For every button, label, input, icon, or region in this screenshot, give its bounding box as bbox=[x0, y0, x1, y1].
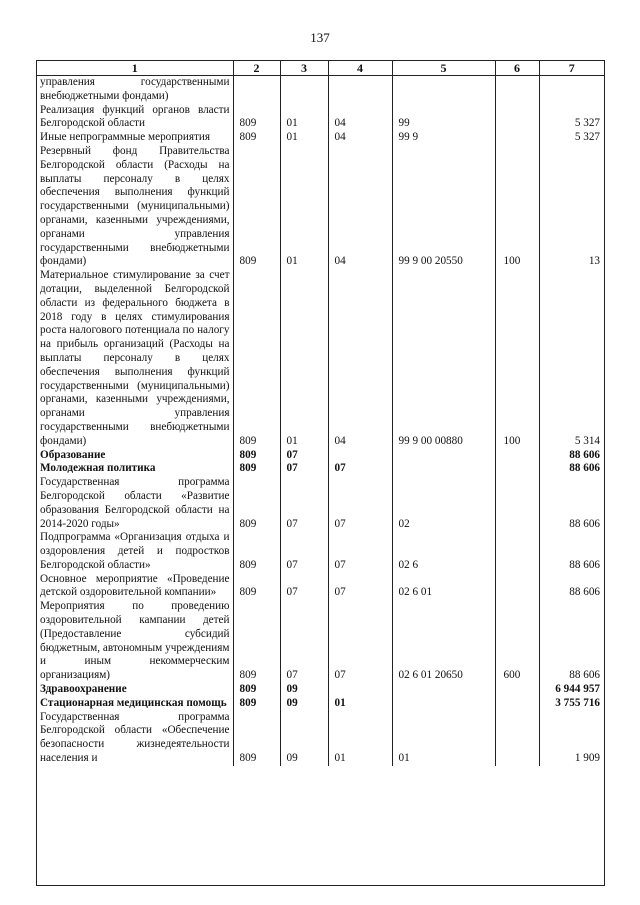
table-row bbox=[37, 711, 604, 766]
row-subsection-code-cell: 04 bbox=[328, 145, 392, 269]
row-ministry-code-cell bbox=[233, 76, 280, 104]
row-section-code-cell: 07 bbox=[280, 600, 328, 683]
row-section-code-cell: 07 bbox=[280, 531, 328, 572]
row-target-article-cell: 99 bbox=[392, 104, 495, 132]
row-amount-cell: 3 755 716 bbox=[555, 696, 600, 709]
column-header: 7 bbox=[539, 61, 604, 76]
row-name-cell: Реализация функций органов власти Белгородской области bbox=[37, 104, 233, 132]
row-ministry-code-cell: 809 bbox=[233, 462, 280, 476]
row-amount-cell bbox=[539, 76, 604, 104]
row-section-code-cell: 01 bbox=[280, 269, 328, 448]
row-name-cell: Мероприятия по проведению оздоровительной кампании детей (Предоставление субсидий бюджетным, автономным учреждениям и иным некоммерческим организациям) bbox=[37, 600, 233, 683]
row-section-code-cell: 07 bbox=[280, 462, 328, 476]
row-expense-type-cell bbox=[495, 711, 539, 766]
row-expense-type-cell bbox=[495, 76, 539, 104]
row-amount-cell: 88 606 bbox=[569, 517, 600, 530]
table-row bbox=[37, 697, 604, 711]
table-row bbox=[37, 131, 604, 145]
row-name-cell: Здравоохранение bbox=[37, 683, 233, 697]
row-amount-cell: 88 606 bbox=[569, 448, 600, 461]
table-row bbox=[37, 462, 604, 476]
row-section-code-cell: 01 bbox=[280, 131, 328, 145]
row-expense-type-cell: 100 bbox=[495, 269, 539, 448]
row-subsection-code-cell: 07 bbox=[328, 531, 392, 572]
row-target-article-cell: 99 9 00 00880 bbox=[392, 269, 495, 448]
row-target-article-cell: 01 bbox=[392, 711, 495, 766]
row-ministry-code-cell: 809 bbox=[233, 104, 280, 132]
table-body bbox=[37, 76, 604, 766]
row-section-code-cell: 09 bbox=[280, 697, 328, 711]
row-subsection-code-cell bbox=[328, 683, 392, 697]
row-ministry-code-cell: 809 bbox=[233, 711, 280, 766]
row-expense-type-cell: 100 bbox=[495, 145, 539, 269]
row-target-article-cell bbox=[392, 462, 495, 476]
row-target-article-cell: 99 9 00 20550 bbox=[392, 145, 495, 269]
row-subsection-code-cell: 07 bbox=[328, 476, 392, 531]
row-target-article-cell: 02 6 01 20650 bbox=[392, 600, 495, 683]
row-amount-cell: 6 944 957 bbox=[555, 683, 600, 696]
table-row bbox=[37, 449, 604, 463]
row-name-cell: Резервный фонд Правительства Белгородской области (Расходы на выплаты персоналу в целях обеспечения выполнения функций государственными (муниципальными) органами, казенными учреждениями, органами управления государственными внебюджетными фондами) bbox=[37, 145, 233, 269]
row-name-cell: Стационарная медицинская помощь bbox=[37, 697, 233, 711]
row-ministry-code-cell: 809 bbox=[233, 131, 280, 145]
row-expense-type-cell bbox=[495, 104, 539, 132]
row-target-article-cell bbox=[392, 449, 495, 463]
row-target-article-cell bbox=[392, 76, 495, 104]
row-amount-cell: 88 606 bbox=[569, 462, 600, 475]
row-name-cell: Материальное стимулирование за счет дотации, выделенной Белгородской области из федерального бюджета в 2018 году в целях стимулирования роста налогового потенциала по налогу на прибыль организаций (Расходы на выплаты персоналу в целях обеспечения выполнения функций государственными (муниципальными) органами, казенными учреждениями, органами управления государственными внебюджетными фондами) bbox=[37, 269, 233, 448]
column-header: 2 bbox=[233, 61, 280, 76]
row-target-article-cell: 02 bbox=[392, 476, 495, 531]
row-expense-type-cell bbox=[495, 683, 539, 697]
row-subsection-code-cell: 07 bbox=[328, 573, 392, 601]
row-name-cell: управления государственными внебюджетными фондами) bbox=[37, 76, 233, 104]
row-section-code-cell: 01 bbox=[280, 145, 328, 269]
row-name-cell: Государственная программа Белгородской области «Развитие образования Белгородской области на 2014-2020 годы» bbox=[37, 476, 233, 531]
column-header: 4 bbox=[328, 61, 392, 76]
row-name-cell: Молодежная политика bbox=[37, 462, 233, 476]
row-ministry-code-cell: 809 bbox=[233, 683, 280, 697]
column-header: 1 bbox=[37, 61, 233, 76]
page-number: 137 bbox=[310, 30, 330, 45]
table-row bbox=[37, 145, 604, 269]
row-ministry-code-cell: 809 bbox=[233, 600, 280, 683]
row-ministry-code-cell: 809 bbox=[233, 476, 280, 531]
row-ministry-code-cell: 809 bbox=[233, 531, 280, 572]
row-name-cell: Иные непрограммные мероприятия bbox=[37, 131, 233, 145]
row-subsection-code-cell bbox=[328, 449, 392, 463]
row-name-cell: Основное мероприятие «Проведение детской оздоровительной компании» bbox=[37, 573, 233, 601]
column-header: 5 bbox=[392, 61, 495, 76]
row-expense-type-cell bbox=[495, 476, 539, 531]
row-name-cell: Подпрограмма «Организация отдыха и оздоровления детей и подростков Белгородской области» bbox=[37, 531, 233, 572]
row-expense-type-cell bbox=[495, 131, 539, 145]
row-expense-type-cell bbox=[495, 462, 539, 476]
row-amount-cell: 88 606 bbox=[569, 558, 600, 571]
row-name-cell: Государственная программа Белгородской области «Обеспечение безопасности жизнедеятельности населения и bbox=[37, 711, 233, 766]
row-target-article-cell bbox=[392, 697, 495, 711]
table-row bbox=[37, 76, 604, 104]
row-subsection-code-cell: 01 bbox=[328, 711, 392, 766]
row-expense-type-cell bbox=[495, 573, 539, 601]
table-header-row bbox=[37, 61, 604, 76]
row-name-cell: Образование bbox=[37, 449, 233, 463]
column-header: 3 bbox=[280, 61, 328, 76]
budget-table bbox=[37, 61, 604, 766]
row-expense-type-cell bbox=[495, 531, 539, 572]
row-ministry-code-cell: 809 bbox=[233, 145, 280, 269]
table-row bbox=[37, 476, 604, 531]
table-row bbox=[37, 683, 604, 697]
row-ministry-code-cell: 809 bbox=[233, 269, 280, 448]
row-amount-cell: 88 606 bbox=[569, 669, 600, 682]
row-section-code-cell bbox=[280, 76, 328, 104]
row-subsection-code-cell: 04 bbox=[328, 131, 392, 145]
row-amount-cell: 1 909 bbox=[574, 752, 600, 765]
table-row bbox=[37, 600, 604, 683]
row-section-code-cell: 01 bbox=[280, 104, 328, 132]
column-header: 6 bbox=[495, 61, 539, 76]
table-row bbox=[37, 531, 604, 572]
row-amount-cell: 5 327 bbox=[574, 117, 600, 130]
row-subsection-code-cell: 04 bbox=[328, 104, 392, 132]
row-expense-type-cell bbox=[495, 697, 539, 711]
budget-table-container bbox=[36, 60, 605, 886]
row-ministry-code-cell: 809 bbox=[233, 573, 280, 601]
row-subsection-code-cell: 07 bbox=[328, 462, 392, 476]
row-subsection-code-cell: 07 bbox=[328, 600, 392, 683]
row-section-code-cell: 09 bbox=[280, 711, 328, 766]
row-amount-cell: 13 bbox=[588, 255, 600, 268]
row-target-article-cell bbox=[392, 683, 495, 697]
row-section-code-cell: 07 bbox=[280, 476, 328, 531]
row-subsection-code-cell: 04 bbox=[328, 269, 392, 448]
row-target-article-cell: 02 6 01 bbox=[392, 573, 495, 601]
row-ministry-code-cell: 809 bbox=[233, 449, 280, 463]
row-ministry-code-cell: 809 bbox=[233, 697, 280, 711]
row-expense-type-cell bbox=[495, 449, 539, 463]
row-section-code-cell: 07 bbox=[280, 449, 328, 463]
row-expense-type-cell: 600 bbox=[495, 600, 539, 683]
table-row bbox=[37, 104, 604, 132]
row-subsection-code-cell: 01 bbox=[328, 697, 392, 711]
row-target-article-cell: 99 9 bbox=[392, 131, 495, 145]
row-amount-cell: 5 314 bbox=[574, 434, 600, 447]
row-target-article-cell: 02 6 bbox=[392, 531, 495, 572]
table-row bbox=[37, 269, 604, 448]
row-subsection-code-cell bbox=[328, 76, 392, 104]
row-amount-cell: 5 327 bbox=[574, 131, 600, 144]
row-section-code-cell: 09 bbox=[280, 683, 328, 697]
table-row bbox=[37, 573, 604, 601]
row-section-code-cell: 07 bbox=[280, 573, 328, 601]
row-amount-cell: 88 606 bbox=[569, 586, 600, 599]
